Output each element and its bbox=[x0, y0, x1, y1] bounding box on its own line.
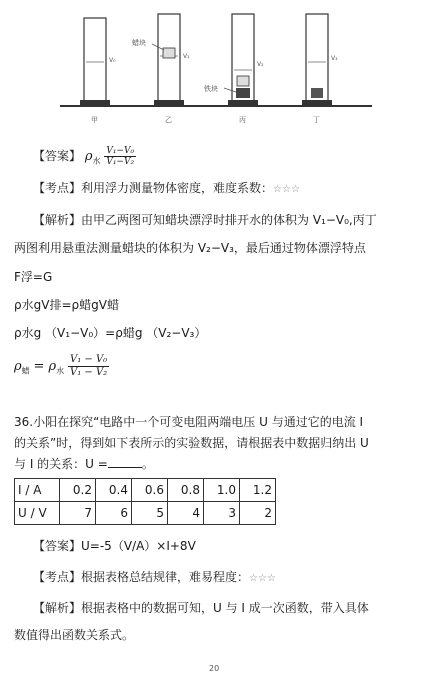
q36-line2: 的关系”时，得到如下表所示的实验数据，请根据表中数据归纳出 U bbox=[14, 436, 369, 450]
equation-4 bbox=[14, 354, 109, 379]
jiexi-text-1: 根据表格中的数据可知，U 与 I 成一次函数，带入具体 bbox=[81, 601, 369, 615]
table-header-current: I / A bbox=[15, 479, 60, 502]
table-cell: 0.2 bbox=[60, 479, 96, 502]
page-number: 20 bbox=[209, 664, 220, 673]
jiexi-tag: 【解析】 bbox=[33, 601, 82, 615]
equation-3: ρ水g （V₁−V₀）=ρ蜡g （V₂−V₃） bbox=[14, 326, 207, 340]
caption-yi: 乙 bbox=[165, 116, 172, 124]
cylinder-jia bbox=[80, 18, 116, 106]
difficulty-stars: ☆☆☆ bbox=[273, 184, 300, 195]
equation-1: F浮=G bbox=[14, 270, 53, 284]
answer-fraction bbox=[104, 146, 136, 167]
caption-jia: 甲 bbox=[91, 116, 98, 124]
cylinder-bing bbox=[228, 14, 264, 106]
eq4-fraction bbox=[68, 354, 109, 379]
eq4-lhs-sub: 蜡 bbox=[21, 366, 30, 376]
answer-tag: 【答案】 bbox=[33, 539, 82, 553]
jiexi36-line1 bbox=[33, 600, 369, 616]
jiexi-tag: 【解析】 bbox=[33, 213, 82, 227]
jiexi35-line1 bbox=[33, 212, 377, 228]
equation-2: ρ水gV排=ρ蜡gV蜡 bbox=[14, 298, 119, 312]
table-row bbox=[15, 502, 276, 525]
cylinder-yi bbox=[154, 14, 190, 106]
table-cell: 4 bbox=[168, 502, 204, 525]
svg-text:V₀: V₀ bbox=[109, 57, 116, 64]
experiment-figure bbox=[0, 0, 434, 140]
svg-text:V₃: V₃ bbox=[331, 55, 338, 62]
svg-text:V₂: V₂ bbox=[257, 61, 264, 68]
table-cell: 2 bbox=[240, 502, 276, 525]
table-header-voltage: U / V bbox=[15, 502, 60, 525]
data-table bbox=[14, 478, 276, 525]
answer-text: U=-5（V/A）×I+8V bbox=[81, 539, 196, 553]
table-cell: 5 bbox=[132, 502, 168, 525]
kaodian-text: 根据表格总结规律，难易程度： bbox=[81, 570, 250, 584]
answer-denominator: V₁−V₂ bbox=[106, 157, 135, 167]
answer-numerator: V₁−V₀ bbox=[106, 146, 135, 156]
kaodian35-line bbox=[33, 180, 300, 198]
label-lakuai: 蜡块 bbox=[132, 39, 146, 47]
answer-tag: 【答案】 bbox=[33, 149, 82, 163]
eq4-numerator: V₁ − V₀ bbox=[69, 354, 108, 365]
q36-line3 bbox=[14, 456, 154, 472]
svg-text:V₁: V₁ bbox=[183, 53, 190, 60]
eq4-rhs-sub: 水 bbox=[56, 366, 65, 376]
q36-line1: 36.小阳在探究“电路中一个可变电阻两端电压 U 与通过它的电流 I bbox=[14, 415, 364, 429]
answer35-line bbox=[33, 146, 136, 169]
label-tiekuai: 铁块 bbox=[204, 85, 218, 93]
table-cell: 1.2 bbox=[240, 479, 276, 502]
kaodian36-line bbox=[33, 569, 276, 587]
jiexi35-line2: 两图利用悬重法测量蜡块的体积为 V₂−V₃，最后通过物体漂浮特点 bbox=[14, 241, 366, 255]
eq4-rhs: = ρ bbox=[33, 359, 57, 374]
answer-rho: ρ bbox=[84, 149, 93, 164]
caption-ding: 丁 bbox=[313, 116, 320, 124]
table-cell: 7 bbox=[60, 502, 96, 525]
eq4-denominator: V₁ − V₂ bbox=[69, 367, 108, 378]
table-cell: 6 bbox=[96, 502, 132, 525]
table-row bbox=[15, 479, 276, 502]
answer-blank bbox=[108, 457, 142, 468]
answer36-line bbox=[33, 538, 196, 554]
eq4-lhs: ρ bbox=[14, 359, 22, 374]
table-cell: 1.0 bbox=[204, 479, 240, 502]
q36-line3-suffix: 。 bbox=[141, 457, 154, 471]
q36-line3-prefix: 与 I 的关系：U = bbox=[14, 457, 108, 471]
table-cell: 0.6 bbox=[132, 479, 168, 502]
difficulty-stars: ☆☆☆ bbox=[249, 573, 276, 584]
kaodian-tag: 【考点】 bbox=[33, 570, 82, 584]
kaodian-tag: 【考点】 bbox=[33, 181, 82, 195]
table-cell: 0.8 bbox=[168, 479, 204, 502]
jiexi36-line2: 数值得出函数关系式。 bbox=[14, 628, 135, 642]
jiexi-text-1: 由甲乙两图可知蜡块漂浮时排开水的体积为 V₁−V₀,丙丁 bbox=[81, 213, 377, 227]
answer-rho-sub: 水 bbox=[92, 156, 101, 166]
caption-bing: 丙 bbox=[239, 116, 246, 124]
cylinder-ding bbox=[302, 14, 338, 106]
kaodian-text: 利用浮力测量物体密度，难度系数： bbox=[81, 181, 274, 195]
table-cell: 3 bbox=[204, 502, 240, 525]
table-cell: 0.4 bbox=[96, 479, 132, 502]
